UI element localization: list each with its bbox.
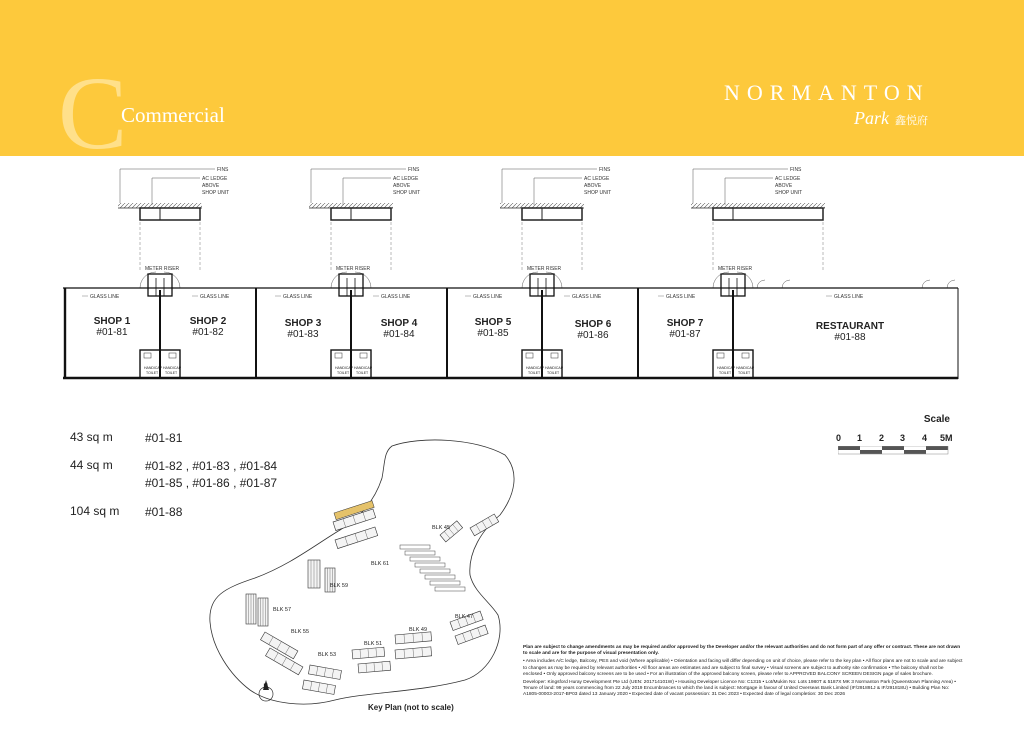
ac-ledge-label: SHOP UNIT — [775, 190, 803, 196]
ac-ledge-label: AC LEDGE — [202, 176, 228, 182]
toilet-label: HANDICAP — [545, 366, 564, 370]
shop-name: SHOP 5 — [474, 317, 512, 328]
block-label: BLK 53 — [318, 652, 337, 658]
toilet-label: TOILET — [528, 371, 541, 375]
shop-name: SHOP 6 — [574, 319, 612, 330]
toilet-label: HANDICAP — [736, 366, 755, 370]
block-label: BLK 45 — [432, 525, 451, 531]
toilet-label: TOILET — [337, 371, 350, 375]
shop-6 — [575, 319, 612, 341]
brand-subtitle — [854, 108, 928, 129]
fins-label: FINS — [790, 167, 802, 173]
building-footprint — [352, 647, 385, 659]
block-label: BLK 55 — [291, 629, 310, 635]
fins-label: FINS — [599, 167, 611, 173]
glass-line-label: GLASS LINE — [834, 294, 864, 300]
area-size: 104 sq m — [70, 504, 120, 518]
shop-2 — [190, 316, 227, 338]
glass-line-label: GLASS LINE — [572, 294, 602, 300]
brand-logo — [724, 80, 969, 128]
brand-sub-text: Park — [854, 108, 889, 128]
block-label: BLK 61 — [371, 561, 390, 567]
ac-ledge-label: ABOVE — [775, 183, 793, 189]
scale-mark: 2 — [879, 433, 885, 443]
facade-details — [82, 167, 955, 378]
glass-line-label: GLASS LINE — [473, 294, 503, 300]
scale-mark: 0 — [836, 433, 842, 443]
shop-name: SHOP 7 — [666, 318, 704, 329]
toilet-label: TOILET — [356, 371, 369, 375]
toilet-label: TOILET — [146, 371, 159, 375]
toilet-label: TOILET — [165, 371, 178, 375]
fins-label: FINS — [408, 167, 420, 173]
block-label: BLK 59 — [330, 583, 349, 589]
door-swing — [782, 280, 790, 288]
toilet-label: HANDICAP — [163, 366, 182, 370]
area-size: 43 sq m — [70, 430, 113, 444]
shop-labels — [94, 316, 884, 343]
shop-7 — [667, 318, 704, 340]
disclaimer — [523, 645, 963, 701]
shop-8 — [816, 321, 884, 343]
floor-plan — [0, 160, 1024, 390]
block-label: BLK 49 — [409, 627, 428, 633]
ac-ledge-label: SHOP UNIT — [584, 190, 612, 196]
door-swing — [922, 280, 930, 288]
shop-number: #01-88 — [834, 332, 866, 343]
shop-name: SHOP 1 — [93, 316, 131, 327]
podium-structure — [400, 545, 465, 591]
scale-mark: 3 — [900, 433, 906, 443]
building-footprint — [302, 680, 335, 694]
scale-mark: 5M — [940, 433, 953, 443]
key-plan — [200, 436, 520, 706]
key-plan-caption: Key Plan (not to scale) — [368, 703, 454, 712]
scale-title: Scale — [923, 414, 950, 425]
shop-4 — [381, 318, 418, 340]
scale-bar — [838, 446, 958, 456]
shop-3 — [285, 318, 322, 340]
area-unit-line: #01-85 , #01-86 , #01-87 — [145, 476, 278, 490]
building-footprint — [395, 632, 432, 644]
shop-name: SHOP 2 — [189, 316, 227, 327]
shop-1 — [94, 316, 131, 338]
area-size: 44 sq m — [70, 458, 113, 472]
shop-number: #01-85 — [477, 328, 509, 339]
area-units — [145, 504, 182, 521]
section-letter: C — [58, 56, 128, 171]
scale-mark: 4 — [922, 433, 928, 443]
fins-detail — [309, 167, 420, 378]
shop-number: #01-87 — [669, 329, 701, 340]
area-unit-line: #01-81 — [145, 431, 183, 445]
glass-line-label: GLASS LINE — [381, 294, 411, 300]
shop-name: SHOP 3 — [284, 318, 322, 329]
disclaimer-lead: Plan are subject to change amendments as may be required and/or approved by the Developer and/or the relevant authorities and do not form part of any offer or contract. These are not drawn to scale and are for the purpose of visual presentation only. — [523, 645, 961, 657]
disclaimer-notes: • Area includes A/C ledge, Balcony, PES and void (Where applicable) • Orientation and facing will differ depending on unit of choice, please refer to the key plan • All floor plans are not to scale and are subject to changes as may be required by relevant authorities • All floor areas are estimates and are subject to final survey • Visual screens are subject to authority site confirmation • The balcony shall not be enclosed • Only approved balcony screens are to be used • For an illustration of the approved balcony screen, please refer to APPROVED BALCONY SCREEN DESIGN page of sales brochure. — [523, 659, 963, 677]
glass-line-label: GLASS LINE — [666, 294, 696, 300]
door-swing — [757, 280, 765, 288]
area-unit-line: #01-82 , #01-83 , #01-84 — [145, 459, 278, 473]
building-footprint — [440, 521, 463, 542]
fins-label: FINS — [217, 167, 229, 173]
ac-ledge-label: ABOVE — [202, 183, 220, 189]
building-footprint — [395, 647, 432, 659]
meter-riser-label: METER RISER — [718, 266, 753, 272]
block-label: BLK 57 — [273, 607, 292, 613]
disclaimer-developer: Developer: Kingsford Huray Development Pte Ltd (UEN: 201714101W) • Housing Developer Licence No: C1315 • Lot/Mukim No: Lots 1980T & 5187X MK 3 Normanton Park (Queenstown Planning Area) • Tenure of land: 99 years commencing from 22 July 2019 Encumbrances to which the land is subject: Mortgage in favour of United Overseas Bank Limited (IF/291891J & IF/291818U) • Building Plan No: A1805-00003-2017-BP03 dated 13 January 2020 • Expected date of vacant possession: 31 Dec 2023 • Expected date of legal completion: 30 Dec 2026 — [523, 680, 956, 698]
ac-ledge-label: AC LEDGE — [775, 176, 801, 182]
toilet-label: TOILET — [738, 371, 751, 375]
meter-riser-label: METER RISER — [145, 266, 180, 272]
brand-name: NORMANTON — [724, 80, 930, 105]
shop-number: #01-82 — [192, 327, 224, 338]
building-footprint — [470, 514, 499, 536]
fins-detail — [118, 167, 229, 378]
section-title: Commercial — [121, 103, 225, 127]
ac-ledge-label: ABOVE — [393, 183, 411, 189]
toilet-label: HANDICAP — [526, 366, 545, 370]
scale-mark: 1 — [857, 433, 863, 443]
building-footprint — [308, 560, 320, 588]
meter-riser-label: METER RISER — [336, 266, 371, 272]
toilet-label: HANDICAP — [335, 366, 354, 370]
toilet-label: HANDICAP — [354, 366, 373, 370]
building-footprint — [308, 665, 341, 679]
meter-riser-label: METER RISER — [527, 266, 562, 272]
building-footprint — [258, 598, 268, 626]
area-unit-line: #01-88 — [145, 505, 183, 519]
toilet-label: HANDICAP — [144, 366, 163, 370]
shop-number: #01-83 — [287, 329, 319, 340]
fins-detail — [500, 167, 611, 378]
building-footprint — [246, 594, 256, 624]
building-footprint — [358, 661, 391, 673]
toilet-label: TOILET — [547, 371, 560, 375]
block-label: BLK 47 — [455, 614, 474, 620]
toilet-label: TOILET — [719, 371, 732, 375]
area-units — [145, 430, 182, 447]
ac-ledge-label: AC LEDGE — [584, 176, 610, 182]
ac-ledge-label: ABOVE — [584, 183, 602, 189]
glass-line-label: GLASS LINE — [200, 294, 230, 300]
building-footprint — [335, 527, 378, 549]
shop-name: SHOP 4 — [380, 318, 418, 329]
shop-number: #01-81 — [96, 327, 128, 338]
shop-5 — [475, 317, 512, 339]
fins-detail — [691, 167, 825, 378]
toilet-label: HANDICAP — [717, 366, 736, 370]
ac-ledge-label: SHOP UNIT — [202, 190, 230, 196]
shop-number: #01-86 — [577, 330, 609, 341]
glass-line-label: GLASS LINE — [90, 294, 120, 300]
north-label: N — [263, 684, 268, 690]
block-label: BLK 51 — [364, 641, 383, 647]
shop-number: #01-84 — [383, 329, 415, 340]
brand-cjk-text: 鑫悦府 — [895, 115, 928, 127]
ac-ledge-label: SHOP UNIT — [393, 190, 421, 196]
shop-name: RESTAURANT — [815, 321, 885, 332]
door-swing — [947, 280, 955, 288]
key-plan-blocks — [246, 501, 499, 695]
glass-line-label: GLASS LINE — [283, 294, 313, 300]
ac-ledge-label: AC LEDGE — [393, 176, 419, 182]
